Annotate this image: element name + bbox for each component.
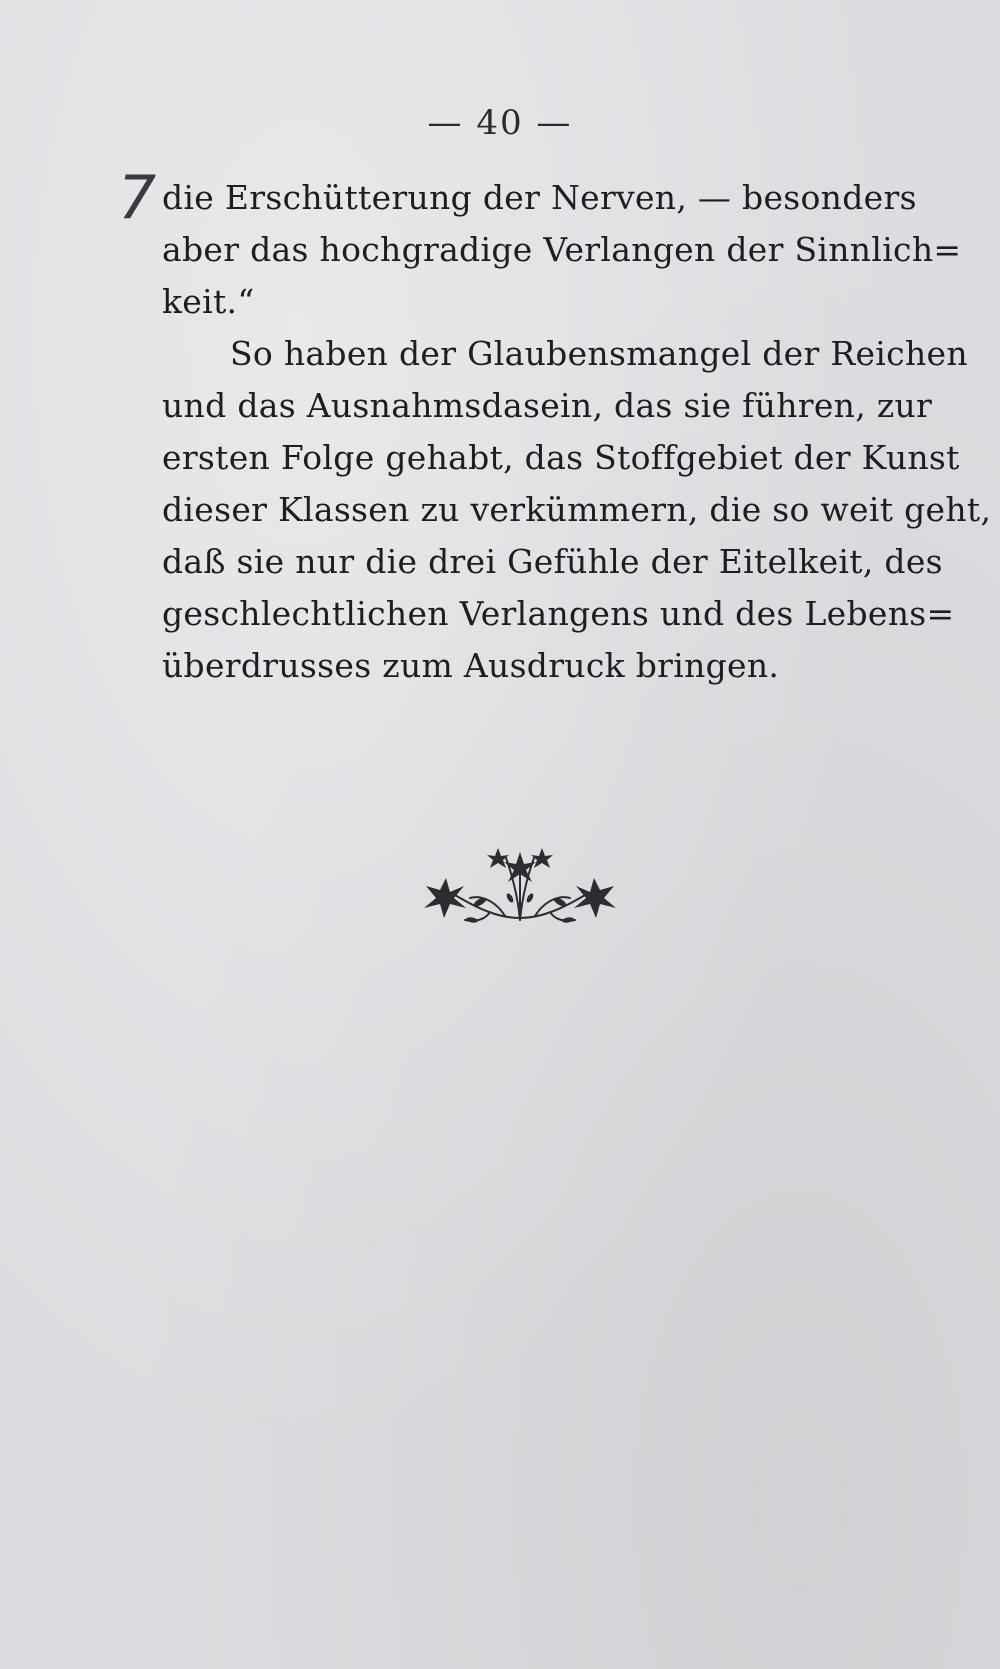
text-line: und das Ausnahmsdasein, das sie führen, zur bbox=[162, 386, 933, 425]
text-line: geschlechtlichen Verlangens und des Lebens= bbox=[162, 594, 955, 633]
text-line: keit.“ bbox=[162, 282, 255, 321]
floral-vignette-icon bbox=[410, 840, 630, 930]
text-line: aber das hochgradige Verlangen der Sinnlich= bbox=[162, 230, 962, 269]
body-text bbox=[162, 172, 992, 692]
text-line: ersten Folge gehabt, das Stoffgebiet der Kunst bbox=[162, 438, 960, 477]
text-line: dieser Klassen zu verkümmern, die so weit geht, bbox=[162, 490, 992, 529]
text-line: überdrusses zum Ausdruck bringen. bbox=[162, 646, 780, 685]
handwritten-margin-mark: 7 bbox=[118, 163, 157, 233]
text-line: daß sie nur die drei Gefühle der Eitelkeit, des bbox=[162, 542, 943, 581]
text-line: So haben der Glaubensmangel der Reichen bbox=[230, 334, 968, 373]
page-number: — 40 — bbox=[427, 103, 573, 143]
text-line: die Erschütterung der Nerven, — besonders bbox=[162, 178, 917, 217]
